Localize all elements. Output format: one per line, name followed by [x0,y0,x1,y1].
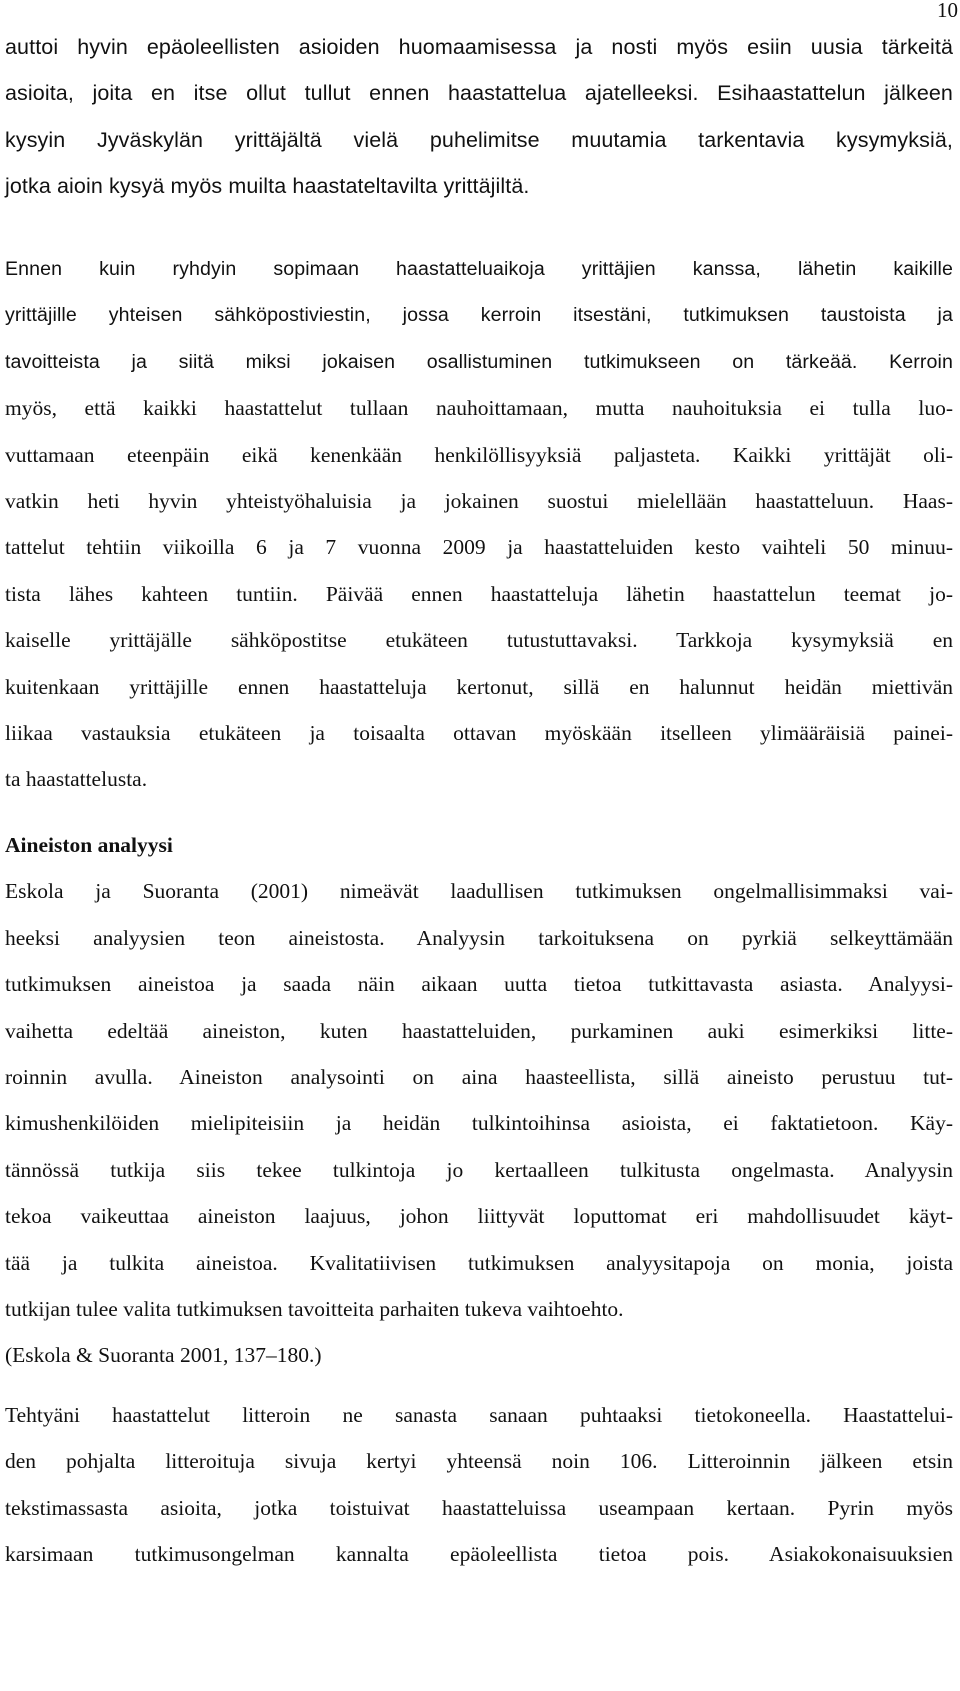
section-heading: Aineiston analyysi [5,833,173,857]
paragraph-intro-continuation [5,24,953,210]
text-line: tutkimuksen aineistoa ja saada näin aikaan uutta tietoa tutkittavasta asiasta. Analyysi- [5,972,953,997]
paragraph-interview-arrangements [5,246,953,803]
text-line: Eskola ja Suoranta (2001) nimeävät laadullisen tutkimuksen ongelmallisimmaksi vai- [5,879,953,904]
text-line: kaiselle yrittäjälle sähköpostitse etukäteen tutustuttavaksi. Tarkkoja kysymyksiä en [5,628,953,653]
text-line: kysyin Jyväskylän yrittäjältä vielä puhelimitse muutamia tarkentavia kysymyksiä, [5,127,953,152]
text-line: tattelut tehtiin viikoilla 6 ja 7 vuonna 2009 ja haastatteluiden kesto vaihteli 50 minuu- [5,535,953,560]
section-analysis [5,822,953,1379]
text-line: karsimaan tutkimusongelman kannalta epäoleellista tietoa pois. Asiakokonaisuuksien [5,1542,953,1567]
text-line: tekoa vaikeuttaa aineiston laajuus, johon liittyvät loputtomat eri mahdollisuudet käyt- [5,1204,953,1229]
text-line: liikaa vastauksia etukäteen ja toisaalta ottavan myöskään itselleen ylimääräisiä painei- [5,720,953,745]
text-line: tännössä tutkija siis tekee tulkintoja jo kertaalleen tulkitusta ongelmasta. Analyysin [5,1157,953,1182]
text-line: tista lähes kahteen tuntiin. Päivää ennen haastatteluja lähetin haastattelun teemat jo- [5,581,953,606]
text-line: den pohjalta litteroituja sivuja kertyi yhteensä noin 106. Litteroinnin jälkeen etsin [5,1449,953,1474]
citation-line: (Eskola & Suoranta 2001, 137–180.) [5,1343,322,1368]
text-line: tutkijan tulee valita tutkimuksen tavoitteita parhaiten tukeva vaihtoehto. [5,1296,624,1321]
paragraph-transcription [5,1392,953,1578]
text-line: heeksi analyysien teon aineistosta. Analyysin tarkoituksena on pyrkiä selkeyttämään [5,925,953,950]
text-line: asioita, joita en itse ollut tullut ennen haastattelua ajatelleeksi. Esihaastattelun jälkeen [5,81,953,106]
text-line: Tehtyäni haastattelut litteroin ne sanasta sanaan puhtaaksi tietokoneella. Haastattelui- [5,1403,953,1427]
text-line: myös, että kaikki haastattelut tullaan nauhoittamaan, mutta nauhoituksia ei tulla luo- [5,396,953,421]
text-line: tää ja tulkita aineistoa. Kvalitatiivisen tutkimuksen analyysitapoja on monia, joista [5,1250,953,1275]
text-line: auttoi hyvin epäoleellisten asioiden huomaamisessa ja nosti myös esiin uusia tärkeitä [5,35,953,59]
text-line: Ennen kuin ryhdyin sopimaan haastatteluaikoja yrittäjien kanssa, lähetin kaikille [5,258,953,280]
text-line: yrittäjille yhteisen sähköpostiviestin, jossa kerroin itsestäni, tutkimuksen taustoista ja [5,304,953,327]
text-line: kimushenkilöiden mielipiteisiin ja heidän tulkintoihinsa asioista, ei faktatietoon. Käy- [5,1111,953,1136]
text-line: kuitenkaan yrittäjille ennen haastatteluja kertonut, sillä en halunnut heidän miettivän [5,674,953,699]
text-line: tavoitteista ja siitä miksi jokaisen osallistuminen tutkimukseen on tärkeää. Kerroin [5,350,953,373]
text-line: roinnin avulla. Aineiston analysointi on aina haasteellista, sillä aineisto perustuu tut- [5,1064,953,1089]
text-line: vuttamaan eteenpäin eikä kenenkään henkilöllisyyksiä paljasteta. Kaikki yrittäjät oli- [5,442,953,467]
text-line: vaihetta edeltää aineiston, kuten haastatteluiden, purkaminen auki esimerkiksi litte- [5,1018,953,1043]
page-number: 10 [937,0,958,22]
text-line: tekstimassasta asioita, jotka toistuivat haastatteluissa useampaan kertaan. Pyrin myös [5,1495,953,1520]
text-line: vatkin heti hyvin yhteistyöhaluisia ja jokainen suostui mielellään haastatteluun. Haas- [5,488,953,513]
text-line: jotka aioin kysyä myös muilta haastateltavilta yrittäjiltä. [5,174,530,199]
text-line: ta haastattelusta. [5,767,148,792]
